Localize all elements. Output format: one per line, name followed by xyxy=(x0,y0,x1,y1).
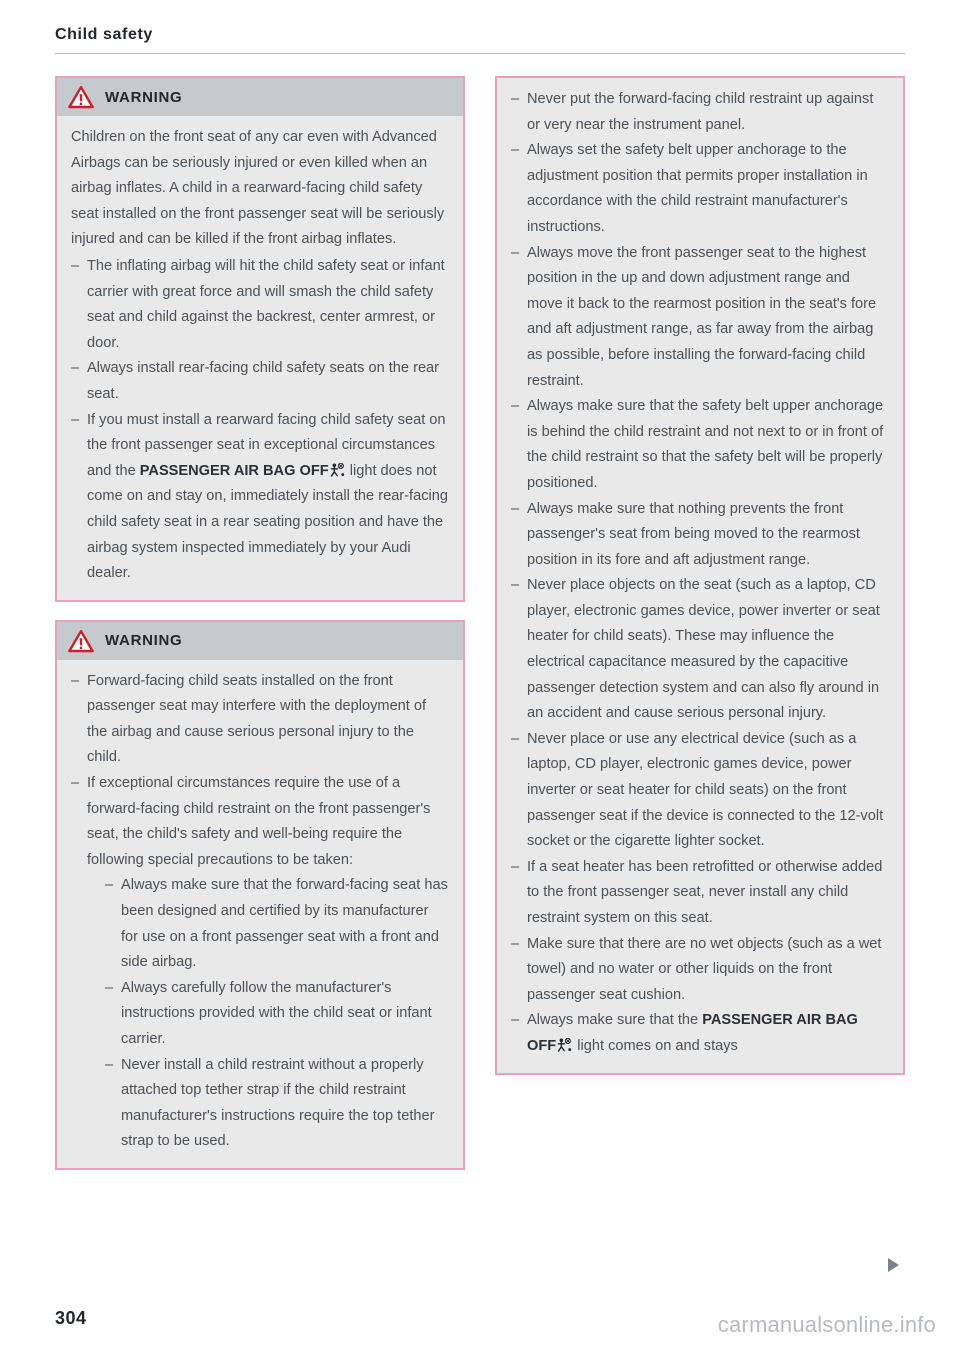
list-item xyxy=(511,241,889,395)
list-item-text: Always make sure that the forward-facing seat has been designed and certified by its manufacturer for use on a front passenger seat with a front and side airbag. xyxy=(121,877,448,971)
warning-triangle-icon xyxy=(68,85,94,109)
dash-bullet-icon: – xyxy=(511,577,520,594)
list-item xyxy=(511,855,889,932)
warning-continued-bullet-list xyxy=(511,87,889,1060)
dash-bullet-icon: – xyxy=(511,91,520,107)
list-item-text: If a seat heater has been retrofitted or otherwise added to the front passenger seat, never install any child restraint system on this seat. xyxy=(527,858,883,926)
list-item-text: Always make sure that nothing prevents the front passenger's seat from being moved to the rearmost position in its fore and aft adjustment range. xyxy=(527,500,860,568)
continue-arrow-icon xyxy=(888,1258,899,1272)
watermark: carmanualsonline.info xyxy=(717,1312,936,1337)
warning-box-2-header xyxy=(57,622,463,660)
list-item-text: Always make sure that the safety belt upper anchorage is behind the child restraint and not next to or in front of the child restraint so that the safety belt will be properly positioned. xyxy=(527,398,884,491)
dash-bullet-icon: – xyxy=(511,935,520,952)
list-item-text-part-1: If you must install a rearward facing child safety seat on the front passenger seat in exceptional circumstances and the xyxy=(87,411,446,479)
list-item-text: Always carefully follow the manufacturer's instructions provided with the child seat or infant carrier. xyxy=(121,979,432,1047)
list-item xyxy=(511,87,889,138)
list-item-text: Never install a child restraint without a properly attached top tether strap if the child restraint manufacturer's instructions require the top tether strap to be used. xyxy=(121,1056,435,1150)
warning-box-continued xyxy=(495,76,905,1075)
warning-box-1 xyxy=(55,76,465,602)
warning-box-2-label: WARNING xyxy=(105,632,183,650)
list-item xyxy=(105,873,449,975)
dash-bullet-icon: – xyxy=(71,360,80,377)
list-item-text-part-2: light comes on and stays xyxy=(573,1037,738,1054)
header-divider xyxy=(55,53,905,54)
dash-bullet-icon: – xyxy=(511,1012,520,1029)
list-item xyxy=(105,1053,449,1155)
list-item-text: Always move the front passenger seat to the highest position in the up and down adjustment range and move it back to the rearmost position in the seat's fore and aft adjustment range, as far away from the airbag as possible, before installing the forward-facing child restraint. xyxy=(527,244,877,389)
list-item-text: Never place or use any electrical device (such as a laptop, CD player, electronic games device, power inverter or seat heater for child seats) on the front passenger seat if the device is connected to the 12-volt socket or the cigarette lighter socket. xyxy=(527,730,884,850)
page-number: 304 xyxy=(55,1308,87,1328)
list-item xyxy=(71,356,449,407)
passenger-airbag-off-label: PASSENGER AIR BAG OFF xyxy=(139,462,329,479)
list-item xyxy=(511,394,889,496)
passenger-airbag-off-label: PASSENGER AIR BAG OFF xyxy=(527,1012,858,1054)
dash-bullet-icon: – xyxy=(511,244,520,261)
dash-bullet-icon: – xyxy=(71,775,80,792)
warning-box-continued-body xyxy=(497,78,903,1073)
list-item-text-part-2: light does not come on and stay on, immediately install the rear-facing child safety seat in a rear seating position and have the airbag system inspected immediately by your Audi dealer. xyxy=(87,462,448,582)
list-item-text: Always set the safety belt upper anchorage to the adjustment position that permits proper installation in accordance with the child restraint manufacturer's instructions. xyxy=(527,142,868,235)
warning-box-1-header xyxy=(57,78,463,116)
list-item xyxy=(511,573,889,727)
list-item xyxy=(105,976,449,1053)
list-item-text: Never place objects on the seat (such as a laptop, CD player, electronic games device, power inverter or seat heater for child seats). These may influence the electrical capacitance measured by the capacitive passenger detection system and can also fly around in an accident and cause serious personal injury. xyxy=(527,577,880,722)
dash-bullet-icon: – xyxy=(105,1056,114,1073)
dash-bullet-icon: – xyxy=(71,672,80,689)
right-column xyxy=(495,76,905,1170)
dash-bullet-icon: – xyxy=(511,730,520,747)
content-columns xyxy=(55,76,905,1170)
list-item-text: The inflating airbag will hit the child safety seat or infant carrier with great force and will smash the child safety seat and child against the backrest, center armrest, or door. xyxy=(87,257,445,351)
dash-bullet-icon: – xyxy=(511,142,520,159)
dash-bullet-icon: – xyxy=(71,411,80,428)
list-item xyxy=(511,497,889,574)
left-column xyxy=(55,76,465,1170)
list-item-text: Always install rear-facing child safety seats on the rear seat. xyxy=(87,360,440,402)
warning-box-1-body xyxy=(57,116,463,600)
dash-bullet-icon: – xyxy=(105,979,114,996)
list-item-text: Never put the forward-facing child restraint up against or very near the instrument panel. xyxy=(527,91,874,133)
list-item-text: Forward-facing child seats installed on the front passenger seat may interfere with the deployment of the airbag and cause serious personal injury to the child. xyxy=(87,672,427,766)
list-item xyxy=(511,138,889,240)
dash-bullet-icon: – xyxy=(511,398,520,415)
list-item xyxy=(511,1008,889,1059)
warning-2-sub-bullet-list xyxy=(87,873,449,1155)
list-item xyxy=(71,771,449,1155)
list-item-text: Make sure that there are no wet objects (such as a wet towel) and no water or other liquids on the front passenger seat cushion. xyxy=(527,935,882,1003)
page-title: Child safety xyxy=(55,26,153,43)
passenger-airbag-off-icon xyxy=(557,1038,572,1052)
list-item xyxy=(71,408,449,587)
warning-box-2 xyxy=(55,620,465,1170)
list-item-text: If exceptional circumstances require the use of a forward-facing child restraint on the front passenger's seat, the child's safety and well-being require the following special precautions to be taken: xyxy=(87,775,431,868)
list-item xyxy=(511,727,889,855)
warning-triangle-icon xyxy=(68,629,94,653)
page-header xyxy=(55,26,905,54)
warning-box-2-body xyxy=(57,660,463,1168)
passenger-airbag-off-icon xyxy=(330,463,345,477)
warning-box-1-label: WARNING xyxy=(105,88,183,106)
list-item-text-part-1: Always make sure that the xyxy=(527,1012,703,1029)
list-item xyxy=(511,932,889,1009)
dash-bullet-icon: – xyxy=(511,858,520,875)
dash-bullet-icon: – xyxy=(105,877,114,894)
dash-bullet-icon: – xyxy=(71,257,80,274)
list-item xyxy=(71,254,449,356)
list-item xyxy=(71,669,449,771)
warning-1-intro-paragraph: Children on the front seat of any car even with Advanced Airbags can be seriously injured or even killed when an airbag inflates. A child in a rearward-facing child safety seat installed on the front passenger seat will be seriously injured and can be killed if the front airbag inflates. xyxy=(71,129,445,248)
warning-1-bullet-list xyxy=(71,254,449,587)
warning-2-bullet-list xyxy=(71,669,449,1155)
dash-bullet-icon: – xyxy=(511,500,520,517)
